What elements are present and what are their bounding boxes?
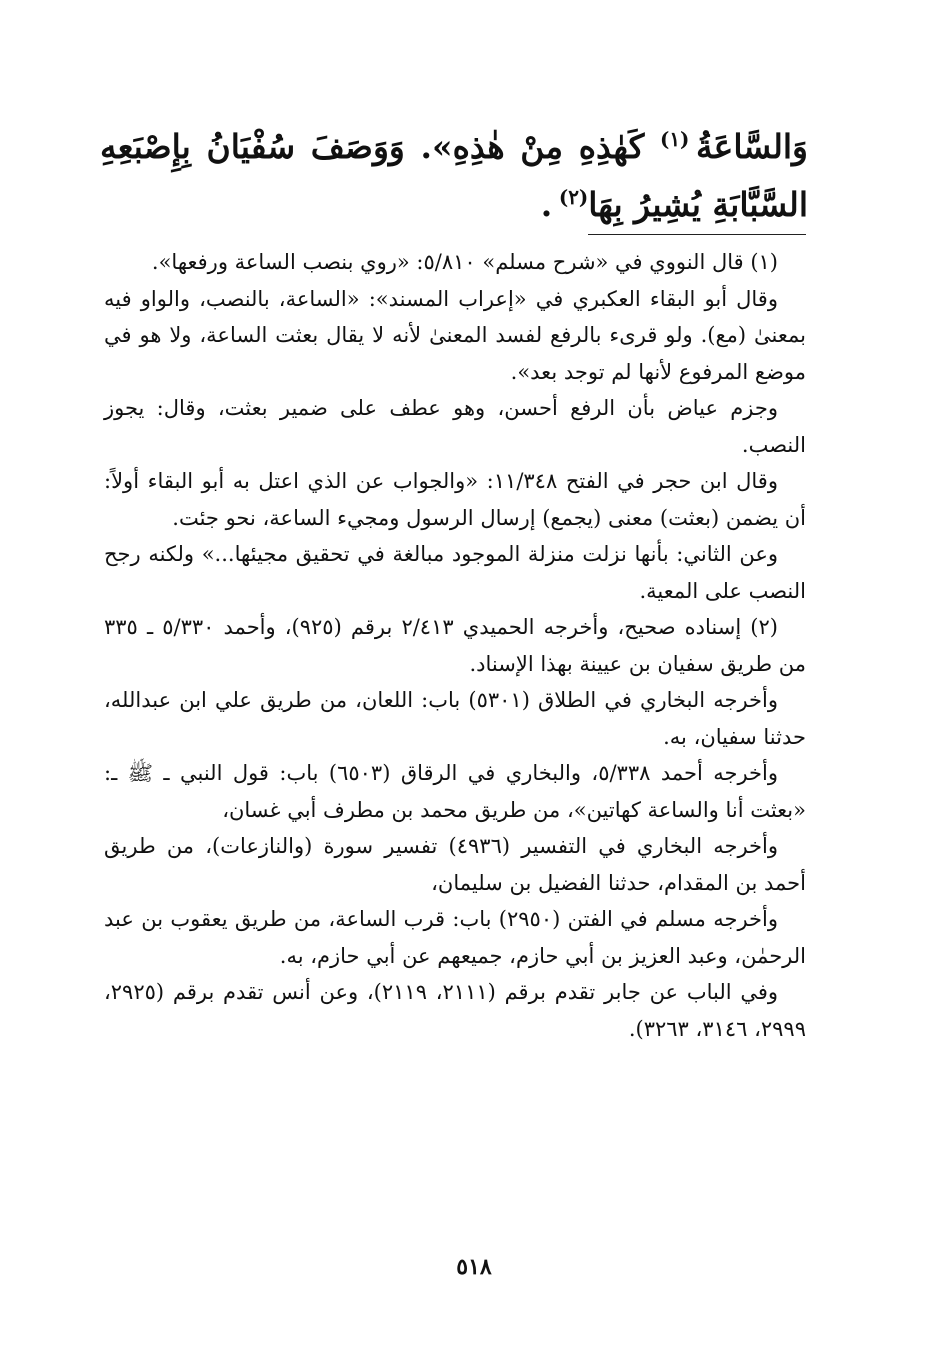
footnotes-section xyxy=(104,244,806,1047)
footnote-separator xyxy=(588,234,806,235)
footnote-ref-2: (٢) xyxy=(558,185,589,209)
footnote-paragraph: وقال ابن حجر في الفتح ١١/٣٤٨: «والجواب عن الذي اعتل به أبو البقاء أولاً: أن يضمن (بعثت) معنى (يجمع) إرسال الرسول ومجيء الساعة، نحو جئت. xyxy=(104,469,806,530)
main-hadith-text xyxy=(100,118,808,234)
footnote-paragraph: (٢) إسناده صحيح، وأخرجه الحميدي ٢/٤١٣ برقم (٩٢٥)، وأحمد ٥/٣٣٠ ـ ٣٣٥ من طريق سفيان بن عيينة بهذا الإسناد. xyxy=(104,615,806,676)
footnote-paragraph: وأخرجه البخاري في الطلاق (٥٣٠١) باب: اللعان، من طريق علي ابن عبدالله، حدثنا سفيان، به. xyxy=(104,688,806,749)
footnote-ref-1: (١) xyxy=(659,127,690,151)
main-text-continuation: كَهٰذِهِ مِنْ هٰذِهِ». وَوَصَفَ سُفْيَانُ بِإِصْبَعِهِ السَّبَّابَةِ يُشِيرُ بِهَا xyxy=(100,127,808,224)
footnote-paragraph: وفي الباب عن جابر تقدم برقم (٢١١١، ٢١١٩)، وعن أنس تقدم برقم (٢٩٢٥، ٢٩٩٩، ٣١٤٦، ٣٢٦٣). xyxy=(104,980,806,1041)
main-text-end: . xyxy=(540,185,553,224)
footnote-paragraph: وعن الثاني: بأنها نزلت منزلة الموجود مبالغة في تحقيق مجيئها...» ولكنه رجح النصب على المعية. xyxy=(104,542,806,603)
footnote-paragraph: (١) قال النووي في «شرح مسلم» ٥/٨١٠: «روي بنصب الساعة ورفعها». xyxy=(151,250,778,274)
page-number: ٥١٨ xyxy=(456,1254,492,1280)
footnote-paragraph: وأخرجه مسلم في الفتن (٢٩٥٠) باب: قرب الساعة، من طريق يعقوب بن عبد الرحمٰن، وعبد العزيز بن أبي حازم، جميعهم عن أبي حازم، به. xyxy=(104,907,806,968)
main-text-start: وَالسَّاعَةُ xyxy=(695,127,808,166)
footnote-paragraph: وجزم عياض بأن الرفع أحسن، وهو عطف على ضمير بعثت، وقال: يجوز النصب. xyxy=(104,396,806,457)
footnote-paragraph: وأخرجه أحمد ٥/٣٣٨، والبخاري في الرقاق (٦٥٠٣) باب: قول النبي ـ ﷺ ـ: «بعثت أنا والساعة كهاتين»، من طريق محمد بن مطرف أبي غسان، xyxy=(104,761,806,822)
footnote-paragraph: وقال أبو البقاء العكبري في «إعراب المسند»: «الساعة، بالنصب، والواو فيه بمعنىٰ (مع). ولو قرىء بالرفع لفسد المعنىٰ لأنه لا يقال بعثت الساعة، ولا هو في موضع المرفوع لأنها لم توجد بعد». xyxy=(104,286,806,384)
main-text-paragraph xyxy=(100,118,808,234)
footnote-paragraph: وأخرجه البخاري في التفسير (٤٩٣٦) تفسير سورة (والنازعات)، من طريق أحمد بن المقدام، حدثنا الفضيل بن سليمان، xyxy=(104,834,806,895)
